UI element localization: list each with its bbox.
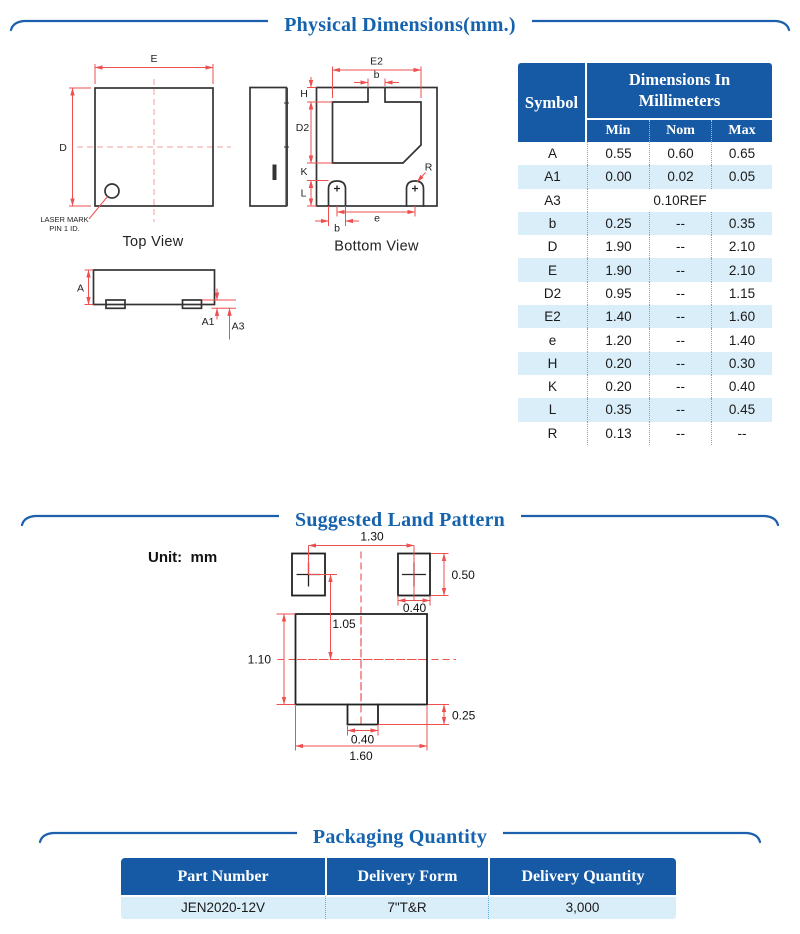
dim-row-A1: [518, 165, 772, 188]
title-rule-right: [503, 830, 763, 844]
dim-label-E: E: [150, 53, 158, 65]
packaging-header: [0, 822, 800, 852]
symbol-cell: R: [518, 422, 587, 445]
dim-row-E: [518, 258, 772, 281]
physical-dimensions-header: [0, 10, 800, 40]
pad-center-cross-left: [334, 186, 340, 192]
package-drawings: [0, 50, 510, 470]
packaging-data-row: [121, 895, 676, 919]
nom-cell: --: [649, 305, 711, 328]
land-pattern-drawing: [130, 530, 490, 775]
dim-label-K: K: [300, 166, 308, 178]
dim-label-pad-width: 0.40: [402, 601, 427, 615]
dim-row-b: [518, 212, 772, 235]
packaging-header-row: [121, 858, 676, 895]
land-pattern-title: Suggested Land Pattern: [295, 508, 505, 531]
dim-label-b-bottom: b: [334, 222, 340, 235]
laser-mark-note-line2: PIN 1 ID.: [49, 224, 80, 233]
symbol-header: Symbol: [518, 63, 587, 142]
part-number-cell: JEN2020-12V: [121, 895, 325, 919]
max-cell: 0.30: [711, 352, 772, 375]
exposed-pad-outline: [333, 89, 422, 163]
delivery-quantity-cell: 3,000: [488, 895, 676, 919]
max-cell: 1.40: [711, 328, 772, 351]
min-header: Min: [587, 120, 649, 142]
group-header: Dimensions In Millimeters: [587, 63, 772, 120]
side-view-drawing: [250, 88, 289, 207]
pin1-laser-mark: [105, 184, 119, 198]
max-cell: 0.45: [711, 398, 772, 421]
dim-label-pitch: 1.30: [360, 530, 384, 544]
symbol-cell: A1: [518, 165, 587, 188]
nom-cell: 0.02: [649, 165, 711, 188]
min-cell: 0.35: [587, 398, 649, 421]
side-section-view-drawing: [77, 270, 245, 340]
bottom-view-drawing: [296, 56, 437, 255]
dim-label-body-height: 1.10: [247, 652, 271, 667]
laser-mark-note-line1: LASER MARK: [40, 215, 89, 224]
dim-label-D2: D2: [295, 122, 310, 134]
nom-header: Nom: [649, 120, 711, 142]
title-rule-left: [8, 18, 268, 32]
dim-label-E2: E2: [370, 55, 383, 68]
top-view-drawing: [40, 53, 231, 250]
dim-label-R: R: [424, 161, 433, 174]
max-cell: 0.05: [711, 165, 772, 188]
max-cell: 0.35: [711, 212, 772, 235]
dim-label-A3: A3: [231, 320, 245, 333]
title-rule-left: [19, 513, 279, 527]
symbol-cell: H: [518, 352, 587, 375]
max-cell: --: [711, 422, 772, 445]
min-cell: 0.95: [587, 282, 649, 305]
side-view-lead-mark: [273, 165, 277, 181]
symbol-cell: E: [518, 258, 587, 281]
min-cell: 1.90: [587, 258, 649, 281]
symbol-cell: L: [518, 398, 587, 421]
delivery-form-header: Delivery Form: [325, 858, 488, 895]
max-cell: 2.10: [711, 258, 772, 281]
dim-row-L: [518, 398, 772, 421]
dim-label-e: e: [374, 212, 380, 225]
dim-label-tab-width: 0.40: [350, 732, 375, 747]
part-number-header: Part Number: [121, 858, 325, 895]
dim-label-pad-height: 0.50: [451, 568, 475, 582]
dim-label-center-offset: 1.05: [332, 617, 356, 631]
dim-label-A: A: [76, 282, 85, 295]
dim-label-H: H: [300, 88, 308, 100]
title-rule-left: [37, 830, 297, 844]
dim-label-tab-height: 0.25: [452, 708, 476, 723]
title-rule-right: [532, 18, 792, 32]
span-cell: 0.10REF: [587, 189, 772, 212]
nom-cell: --: [649, 328, 711, 351]
dim-row-D: [518, 235, 772, 258]
min-cell: 0.25: [587, 212, 649, 235]
dim-label-A1: A1: [201, 316, 215, 328]
lead-pad-left: [329, 181, 346, 206]
side-view-outline: [250, 88, 287, 207]
min-cell: 0.13: [587, 422, 649, 445]
dim-label-b-top: b: [373, 69, 380, 81]
symbol-cell: b: [518, 212, 587, 235]
dim-row-e: [518, 328, 772, 351]
min-cell: 0.55: [587, 142, 649, 165]
min-cell: 0.00: [587, 165, 649, 188]
symbol-cell: K: [518, 375, 587, 398]
symbol-cell: D2: [518, 282, 587, 305]
min-cell: 0.20: [587, 375, 649, 398]
unit-label: Unit: mm: [148, 549, 218, 566]
nom-cell: --: [649, 375, 711, 398]
max-cell: 1.60: [711, 305, 772, 328]
nom-cell: --: [649, 212, 711, 235]
max-cell: 2.10: [711, 235, 772, 258]
dim-table-group-header-row: [518, 63, 772, 120]
dim-label-L: L: [300, 187, 307, 200]
nom-cell: --: [649, 398, 711, 421]
max-cell: 1.15: [711, 282, 772, 305]
max-cell: 0.65: [711, 142, 772, 165]
symbol-cell: D: [518, 235, 587, 258]
lead-pad-right: [407, 181, 424, 206]
dim-row-K: [518, 375, 772, 398]
min-cell: 1.90: [587, 235, 649, 258]
packaging-table: [121, 858, 676, 919]
nom-cell: --: [649, 235, 711, 258]
land-tab: [348, 705, 379, 725]
nom-cell: 0.60: [649, 142, 711, 165]
symbol-cell: e: [518, 328, 587, 351]
nom-cell: --: [649, 352, 711, 375]
min-cell: 0.20: [587, 352, 649, 375]
pad-center-cross-right: [412, 186, 418, 192]
delivery-form-cell: 7"T&R: [325, 895, 488, 919]
dim-row-A: [518, 142, 772, 165]
dim-row-E2: [518, 305, 772, 328]
max-cell: 0.40: [711, 375, 772, 398]
dim-label-D: D: [59, 142, 67, 154]
dim-row-H: [518, 352, 772, 375]
delivery-quantity-header: Delivery Quantity: [488, 858, 676, 895]
top-view-caption: Top View: [122, 234, 184, 250]
nom-cell: --: [649, 422, 711, 445]
nom-cell: --: [649, 282, 711, 305]
bottom-view-caption: Bottom View: [334, 238, 419, 255]
packaging-title: Packaging Quantity: [312, 825, 488, 848]
dim-row-R: [518, 422, 772, 445]
nom-cell: --: [649, 258, 711, 281]
symbol-cell: A3: [518, 189, 587, 212]
symbol-cell: E2: [518, 305, 587, 328]
symbol-cell: A: [518, 142, 587, 165]
dim-row-D2: [518, 282, 772, 305]
dim-label-body-width: 1.60: [349, 749, 373, 763]
dimensions-table: [518, 63, 772, 445]
min-cell: 1.40: [587, 305, 649, 328]
dim-row-A3: [518, 189, 772, 212]
title-rule-right: [521, 513, 781, 527]
min-cell: 1.20: [587, 328, 649, 351]
page-title: Physical Dimensions(mm.): [284, 13, 516, 36]
max-header: Max: [711, 120, 772, 142]
